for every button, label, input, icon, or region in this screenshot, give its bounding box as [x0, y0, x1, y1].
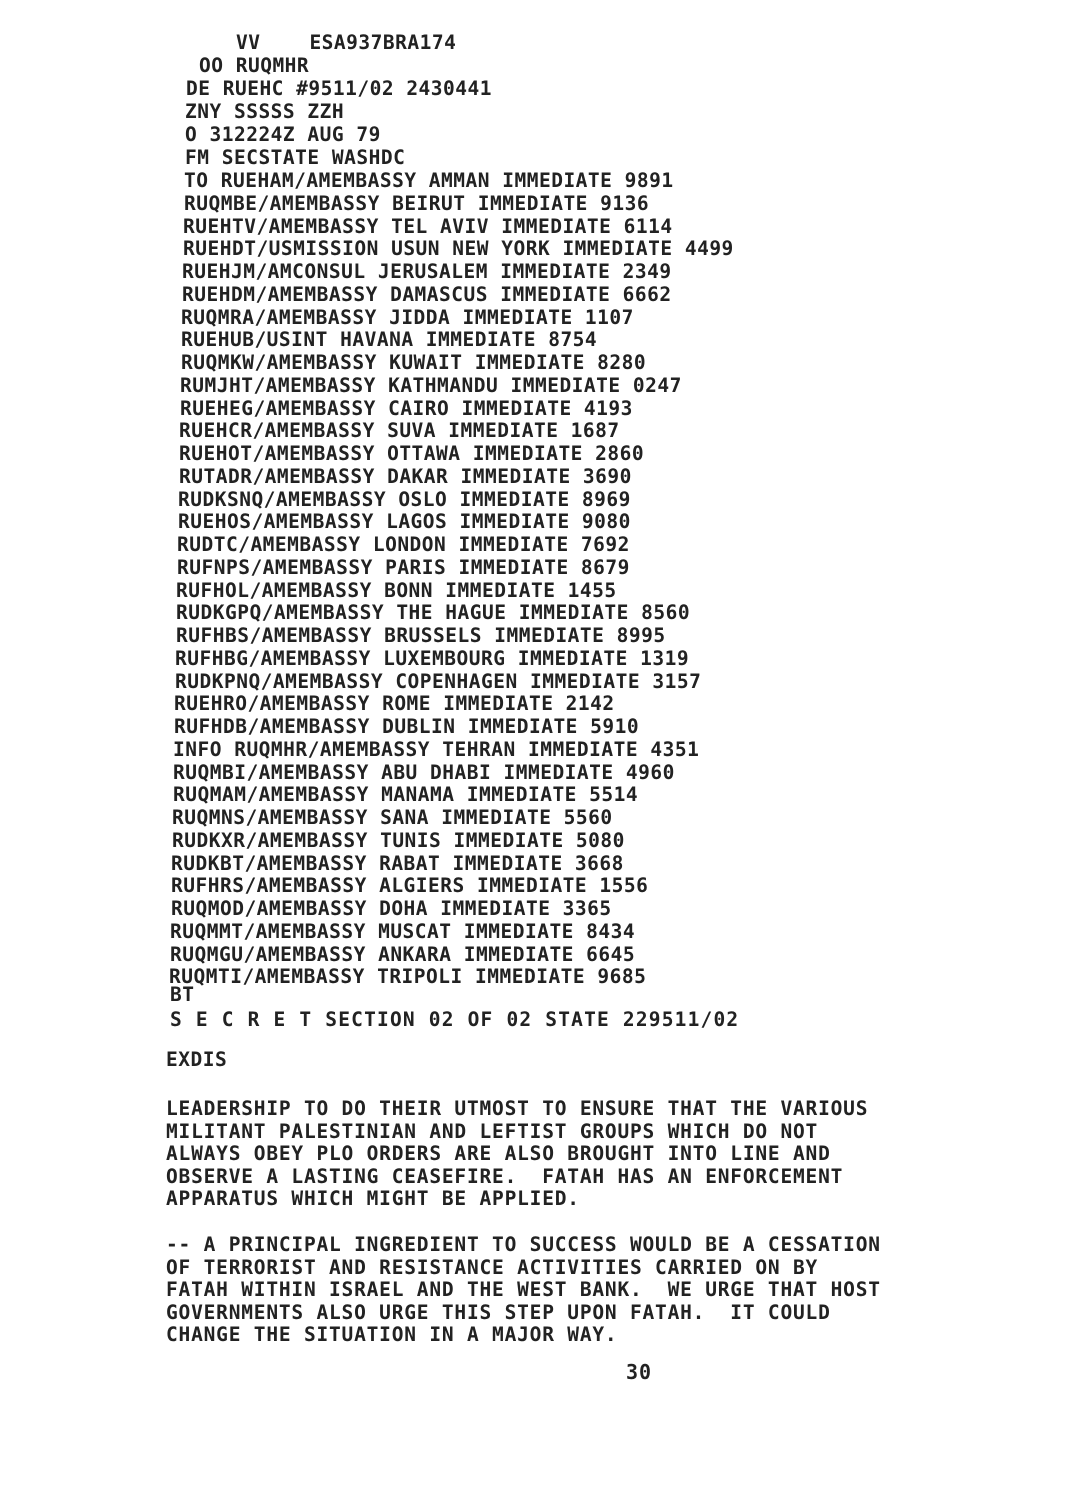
recipient-line: RUQMGU/AMEMBASSY ANKARA IMMEDIATE 6645: [170, 942, 636, 966]
recipient-line: RUEHRO/AMEMBASSY ROME IMMEDIATE 2142: [174, 692, 615, 716]
recipient-line: RUEHDM/AMEMBASSY DAMASCUS IMMEDIATE 6662: [182, 282, 672, 306]
exdis-marker: EXDIS: [166, 1048, 228, 1071]
recipient-line: RUQMMT/AMEMBASSY MUSCAT IMMEDIATE 8434: [170, 919, 636, 943]
header-line-4: ZNY SSSSS ZZH: [185, 100, 345, 123]
header-line-2: OO RUQMHR: [199, 54, 310, 77]
recipient-line: RUFHBS/AMEMBASSY BRUSSELS IMMEDIATE 8995: [176, 624, 666, 647]
recipient-line: RUFHRS/AMEMBASSY ALGIERS IMMEDIATE 1556: [171, 874, 649, 898]
recipient-line: RUEHOS/AMEMBASSY LAGOS IMMEDIATE 9080: [178, 510, 631, 534]
page-number: 30: [626, 1360, 653, 1384]
recipient-line: TO RUEHAM/AMEMBASSY AMMAN IMMEDIATE 9891: [184, 169, 674, 192]
recipient-line: RUDTC/AMEMBASSY LONDON IMMEDIATE 7692: [177, 533, 630, 556]
header-line-1: VV ESA937BRA174: [236, 31, 457, 54]
bt-marker: BT: [170, 983, 195, 1006]
header-line-3: DE RUEHC #9511/02 2430441: [186, 77, 492, 100]
recipient-line: RUDKXR/AMEMBASSY TUNIS IMMEDIATE 5080: [172, 828, 625, 852]
paragraph-1: LEADERSHIP TO DO THEIR UTMOST TO ENSURE THAT THE VARIOUS MILITANT PALESTINIAN AND LEFTIST GROUPS WHICH DO NOT ALWAYS OBEY PLO ORDERS ARE ALSO BROUGHT INTO LINE AND OBSERVE A LASTING CEASEFIRE. FATAH HAS AN ENFORCEMENT APPARATUS WHICH MIGHT BE APPLIED.: [166, 1097, 869, 1210]
recipient-line: RUTADR/AMEMBASSY DAKAR IMMEDIATE 3690: [179, 464, 632, 488]
recipient-line: RUEHCR/AMEMBASSY SUVA IMMEDIATE 1687: [179, 419, 620, 443]
recipient-line: RUQMNS/AMEMBASSY SANA IMMEDIATE 5560: [172, 806, 613, 829]
recipient-line: RUDKGPQ/AMEMBASSY THE HAGUE IMMEDIATE 8560: [176, 601, 691, 625]
recipient-line: RUQMAM/AMEMBASSY MANAMA IMMEDIATE 5514: [173, 783, 639, 807]
recipient-line: RUMJHT/AMEMBASSY KATHMANDU IMMEDIATE 0247: [180, 373, 682, 397]
header-line-6: FM SECSTATE WASHDC: [185, 146, 406, 169]
recipient-line: RUDKPNQ/AMEMBASSY COPENHAGEN IMMEDIATE 3157: [175, 669, 702, 693]
recipient-line: RUEHEG/AMEMBASSY CAIRO IMMEDIATE 4193: [180, 396, 633, 420]
recipient-line: RUFHDB/AMEMBASSY DUBLIN IMMEDIATE 5910: [174, 715, 640, 738]
recipient-line: RUEHUB/USINT HAVANA IMMEDIATE 8754: [181, 328, 598, 352]
recipient-line: RUEHOT/AMEMBASSY OTTAWA IMMEDIATE 2860: [179, 442, 645, 465]
recipient-line: RUQMKW/AMEMBASSY KUWAIT IMMEDIATE 8280: [181, 351, 647, 374]
recipient-line: RUDKSNQ/AMEMBASSY OSLO IMMEDIATE 8969: [178, 487, 631, 511]
recipient-line: RUEHJM/AMCONSUL JERUSALEM IMMEDIATE 2349: [182, 260, 672, 283]
recipient-line: RUQMBI/AMEMBASSY ABU DHABI IMMEDIATE 4960: [173, 760, 675, 784]
recipient-line: RUFNPS/AMEMBASSY PARIS IMMEDIATE 8679: [177, 555, 630, 579]
recipient-line: RUFHBG/AMEMBASSY LUXEMBOURG IMMEDIATE 1319: [175, 646, 690, 670]
paragraph-2: -- A PRINCIPAL INGREDIENT TO SUCCESS WOULD BE A CESSATION OF TERRORIST AND RESISTANCE ACTIVITIES CARRIED ON BY FATAH WITHIN ISRAEL AND THE WEST BANK. WE URGE THAT HOST GOVERNMENTS ALSO URGE THIS STEP UPON FATAH. IT COULD CHANGE THE SITUATION IN A MAJOR WAY.: [166, 1233, 881, 1346]
header-line-5: O 312224Z AUG 79: [185, 123, 381, 146]
recipient-line: RUEHDT/USMISSION USUN NEW YORK IMMEDIATE 4499: [183, 237, 734, 261]
recipient-line: RUQMOD/AMEMBASSY DOHA IMMEDIATE 3365: [171, 897, 612, 920]
recipient-line: RUEHTV/AMEMBASSY TEL AVIV IMMEDIATE 6114: [183, 214, 673, 238]
recipient-line: RUQMBE/AMEMBASSY BEIRUT IMMEDIATE 9136: [184, 191, 650, 215]
recipient-line: RUQMRA/AMEMBASSY JIDDA IMMEDIATE 1107: [181, 305, 634, 329]
recipient-line: RUDKBT/AMEMBASSY RABAT IMMEDIATE 3668: [171, 851, 624, 875]
recipient-line: RUFHOL/AMEMBASSY BONN IMMEDIATE 1455: [176, 578, 617, 602]
recipient-line: RUQMTI/AMEMBASSY TRIPOLI IMMEDIATE 9685: [169, 965, 647, 989]
recipient-line: INFO RUQMHR/AMEMBASSY TEHRAN IMMEDIATE 4351: [173, 737, 700, 761]
classification-line: S E C R E T SECTION 02 OF 02 STATE 229511/02: [170, 1008, 740, 1031]
